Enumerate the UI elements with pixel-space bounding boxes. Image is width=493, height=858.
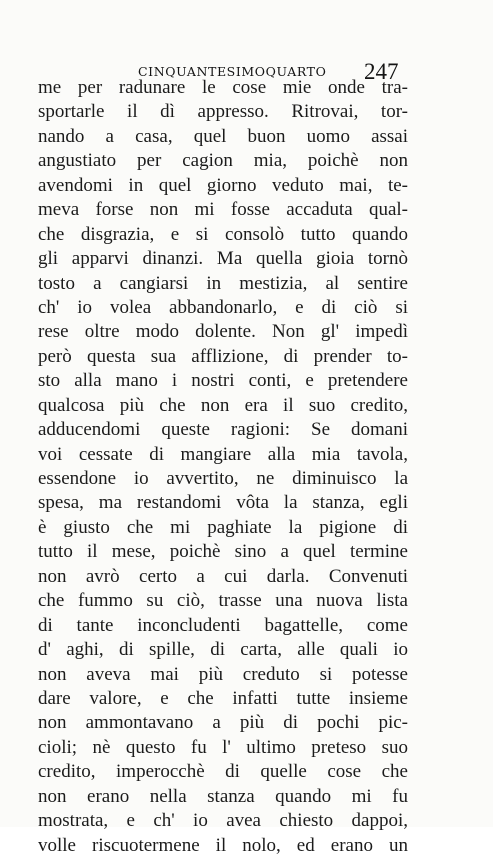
text-line: mostrata, e ch' io avea chiesto dappoi, (38, 810, 408, 832)
text-line: che disgrazia, e si consolò tutto quando (38, 223, 408, 245)
text-line: d' aghi, di spille, di carta, alle quali io (38, 639, 408, 661)
text-line: meva forse non mi fosse accaduta qual- (38, 199, 408, 221)
text-line: rese oltre modo dolente. Non gl' impedì (38, 321, 408, 343)
text-line: non avrò certo a cui darla. Convenuti (38, 565, 408, 587)
text-line: però questa sua afflizione, di prender to- (38, 345, 408, 367)
text-line: che fummo su ciò, trasse una nuova lista (38, 590, 408, 612)
chapter-heading: CINQUANTESIMOQUARTO (138, 64, 327, 79)
text-line: non ammontavano a più di pochi pic- (38, 712, 408, 734)
text-line: cioli; nè questo fu l' ultimo preteso suo (38, 736, 408, 758)
body-text (38, 76, 408, 858)
text-line: qualcosa più che non era il suo credito, (38, 394, 408, 416)
text-line: gli apparvi dinanzi. Ma quella gioia tornò (38, 248, 408, 270)
text-line: sto alla mano i nostri conti, e pretendere (38, 370, 408, 392)
text-line: di tante inconcludenti bagattelle, come (38, 614, 408, 636)
text-line: sportarle il dì appresso. Ritrovai, tor- (38, 101, 408, 123)
text-line: avendomi in quel giorno veduto mai, te- (38, 174, 408, 196)
text-line: credito, imperocchè di quelle cose che (38, 761, 408, 783)
text-line: spesa, ma restandomi vôta la stanza, egli (38, 492, 408, 514)
text-line: non erano nella stanza quando mi fu (38, 785, 408, 807)
text-line: adducendomi queste ragioni: Se domani (38, 419, 408, 441)
text-line: me per radunare le cose mie onde tra- (38, 77, 408, 98)
text-line: tosto a cangiarsi in mestizia, al sentire (38, 272, 408, 294)
text-line: tutto il mese, poichè sino a quel termine (38, 541, 408, 563)
text-line: voi cessate di mangiare alla mia tavola, (38, 443, 408, 465)
text-line: nando a casa, quel buon uomo assai (38, 125, 408, 147)
page-number: 247 (364, 59, 399, 84)
text-line: è giusto che mi paghiate la pigione di (38, 516, 408, 538)
text-line: essendone io avvertito, ne diminuisco la (38, 468, 408, 489)
text-line: dare valore, e che infatti tutte insieme (38, 687, 408, 709)
text-line: angustiato per cagion mia, poichè non (38, 150, 408, 172)
text-line: volle riscuotermene il nolo, ed erano un (38, 834, 408, 856)
text-line: non aveva mai più creduto si potesse (38, 663, 408, 685)
text-line: ch' io volea abbandonarlo, e di ciò si (38, 296, 408, 318)
